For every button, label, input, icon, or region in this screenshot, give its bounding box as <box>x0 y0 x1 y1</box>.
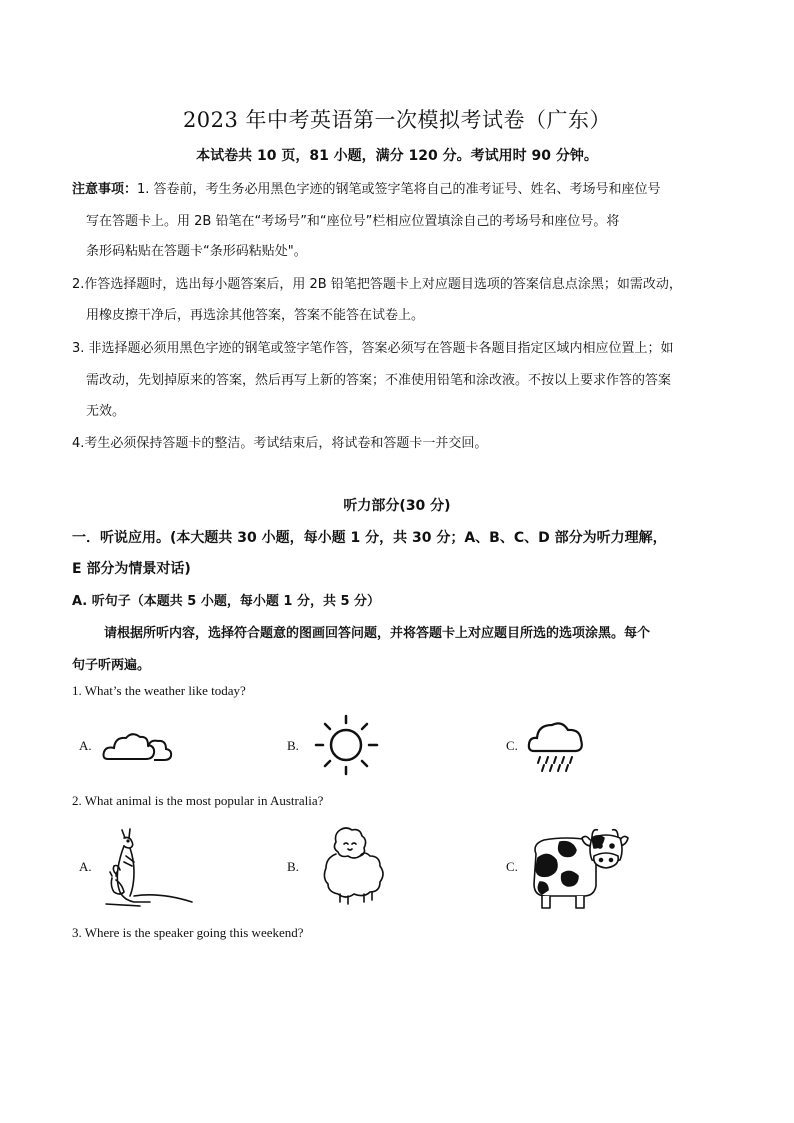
option-c: C. <box>506 859 518 874</box>
notice-line: 用橡皮擦干净后，再选涂其他答案，答案不能答在试卷上。 <box>86 308 425 323</box>
notice-line: 无效。 <box>86 404 126 419</box>
instruction: 请根据所听内容，选择符合题意的图画回答问题，并将答题卡上对应题目所选的选项涂黑。每个 <box>104 626 651 641</box>
notice-line: 4.考生必须保持答题卡的整洁。考试结束后，将试卷和答题卡一并交回。 <box>72 436 488 451</box>
sunny-icon <box>312 712 380 776</box>
instruction-cont: 句子听两遍。 <box>72 658 151 673</box>
notice-line: 3. 非选择题必须用黑色字迹的钢笔或签字笔作答，答案必须写在答题卡各题目指定区域内相应位置上；如 <box>72 341 674 356</box>
notice-label: 注意事项： <box>72 182 138 197</box>
notice-line: 2.作答选择题时，选出每小题答案后，用 2B 铅笔把答题卡上对应题目选项的答案信息点涂黑；如需改动， <box>72 277 682 292</box>
question-3: 3. Where is the speaker going this weekend? <box>72 925 304 940</box>
sheep-icon <box>318 826 394 906</box>
option-a: A. <box>79 859 92 874</box>
cloudy-icon <box>102 725 174 765</box>
option-a: A. <box>79 738 92 753</box>
question-1: 1. What’s the weather like today? <box>72 683 246 698</box>
partA-heading: A. 听句子（本题共 5 小题，每小题 1 分，共 5 分） <box>72 594 381 609</box>
rainy-icon <box>526 717 586 775</box>
question-2: 2. What animal is the most popular in Australia? <box>72 793 324 808</box>
page-title: 2023 年中考英语第一次模拟考试卷（广东） <box>182 108 612 132</box>
listening-heading: 听力部分(30 分) <box>343 498 451 514</box>
notice-line: 注意事项：1. 答卷前，考生务必用黑色字迹的钢笔或签字笔将自己的准考证号、姓名、考场号和座位号 <box>72 182 661 197</box>
exam-info: 本试卷共 10 页，81 小题，满分 120 分。考试用时 90 分钟。 <box>196 148 598 164</box>
option-b: B. <box>287 738 299 753</box>
part1-heading: 一．听说应用。(本大题共 30 小题，每小题 1 分，共 30 分；A、B、C、D 部分为听力理解， <box>72 530 667 546</box>
notice-line: 写在答题卡上。用 2B 铅笔在“考场号”和“座位号”栏相应位置填涂自己的考场号和座位号。将 <box>86 214 620 229</box>
option-b: B. <box>287 859 299 874</box>
option-c: C. <box>506 738 518 753</box>
notice-line: 条形码粘贴在答题卡“条形码粘贴处"。 <box>86 244 307 259</box>
part1-heading-cont: E 部分为情景对话) <box>72 561 191 577</box>
notice-line: 需改动，先划掉原来的答案，然后再写上新的答案；不准使用铅笔和涂改液。不按以上要求作答的答案 <box>86 373 672 388</box>
cow-icon <box>526 824 630 912</box>
kangaroo-icon <box>100 826 196 910</box>
